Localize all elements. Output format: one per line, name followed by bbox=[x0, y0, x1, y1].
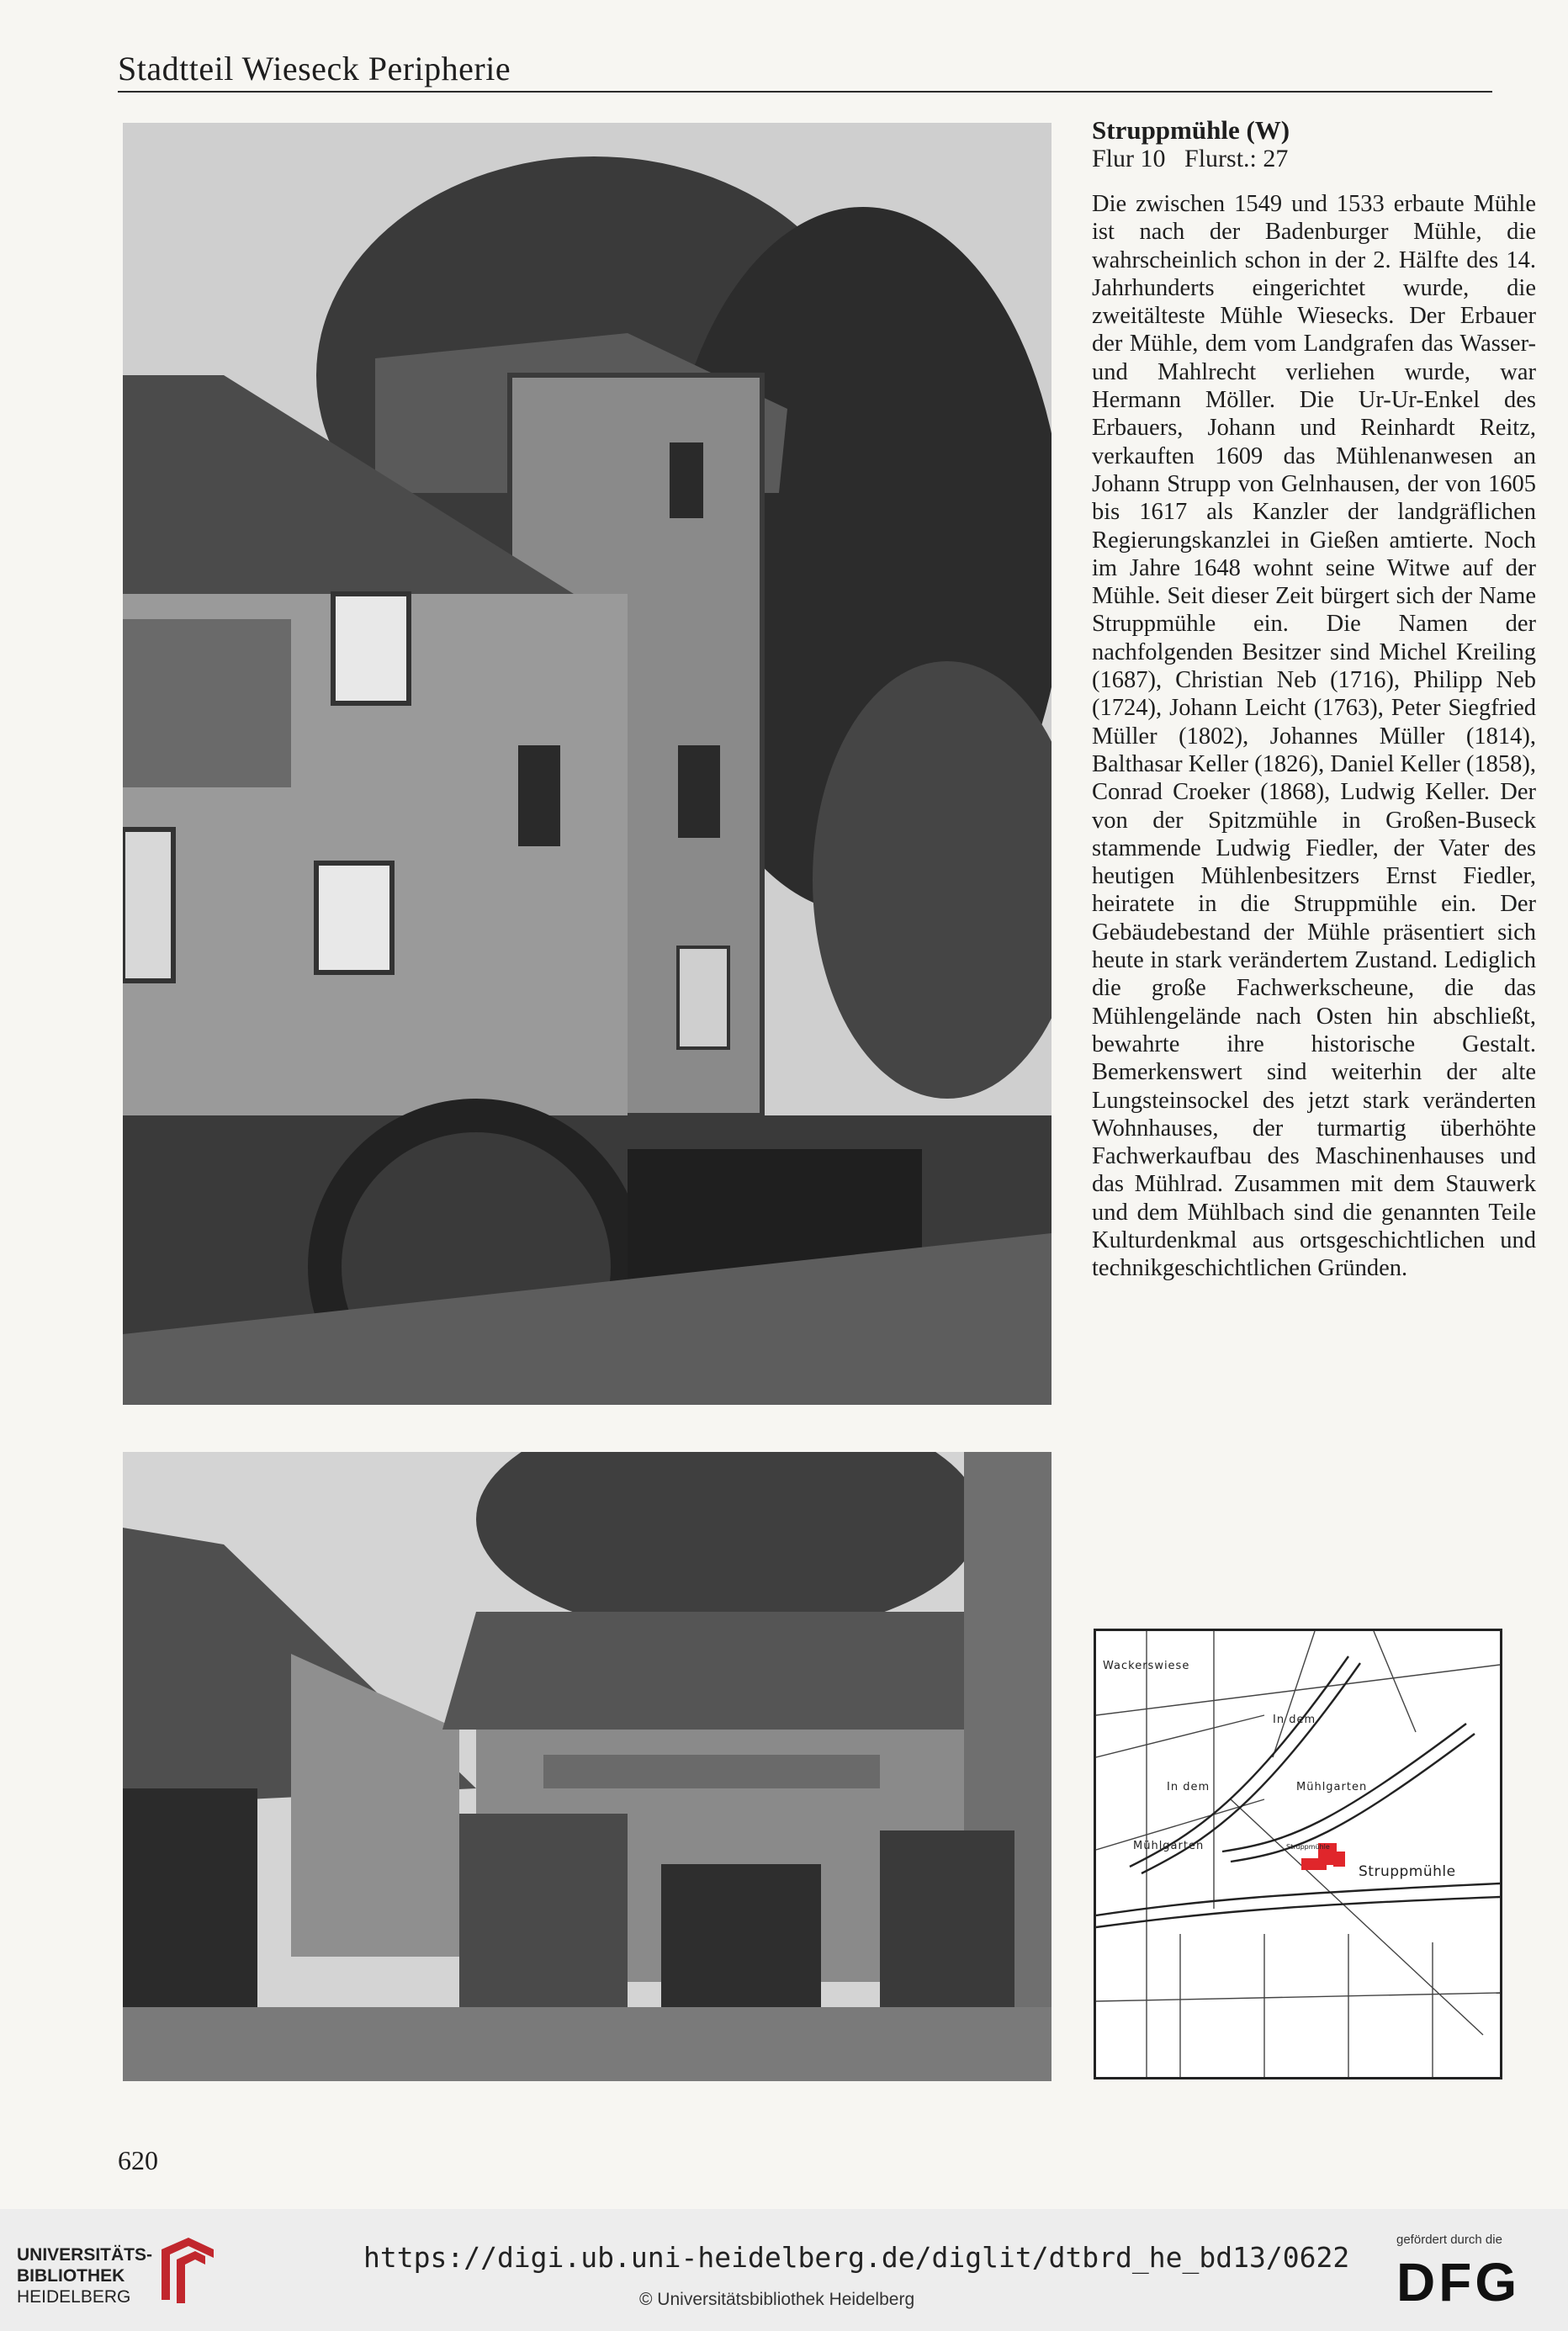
page-number: 620 bbox=[118, 2145, 158, 2175]
footer-copyright: © Universitätsbibliothek Heidelberg bbox=[639, 2290, 915, 2309]
library-name-line2: BIBLIOTHEK bbox=[17, 2266, 125, 2286]
entry-meta: Flur 10 Flurst.: 27 bbox=[1092, 145, 1289, 172]
footer-url-link[interactable]: https://digi.ub.uni-heidelberg.de/diglit/dtbrd_he_bd13/0622 bbox=[363, 2241, 1350, 2274]
dfg-logo: DFG bbox=[1396, 2252, 1521, 2312]
library-name-line1: UNIVERSITÄTS- bbox=[17, 2245, 153, 2265]
library-name bbox=[17, 2244, 152, 2307]
entry-title: Struppmühle (W) bbox=[1092, 115, 1290, 145]
map-label-muehlgarten: Mühlgarten bbox=[1296, 1781, 1368, 1793]
library-name-line3: HEIDELBERG bbox=[17, 2287, 131, 2307]
header-rule bbox=[118, 91, 1492, 93]
location-map bbox=[1094, 1629, 1502, 2079]
dfg-funded-by: gefördert durch die bbox=[1396, 2233, 1502, 2247]
map-label-muehlgarten: Mühlgarten bbox=[1133, 1840, 1205, 1852]
library-logo-icon bbox=[155, 2233, 220, 2305]
entry-body: Die zwischen 1549 und 1533 erbaute Mühle ist nach der Badenburger Mühle, die wahrscheinlich schon in der 2. Hälfte des 14. Jahrhunderts eingerichtet wurde, die zweitälteste Mühle Wiesecks. Der Erbauer der Mühle, dem vom Landgrafen das Wasser- und Mahlrecht verliehen wurde, war Hermann Möller. Die Ur-Ur-Enkel des Erbauers, Johann und Reinhardt Reitz, verkauften 1609 das Mühlenanwesen an Johann Strupp von Gelnhausen, der von 1605 bis 1617 als Kanzler der landgräflichen Regierungskanzlei in Gießen amtierte. Noch im Jahre 1648 wohnt seine Witwe auf der Mühle. Seit dieser Zeit bürgert sich der Name Struppmühle ein. Die Namen der nachfolgenden Besitzer sind Michel Kreiling (1687), Christian Neb (1716), Philipp Neb (1724), Johann Leicht (1763), Peter Siegfried Müller (1802), Johannes Müller (1814), Balthasar Keller (1826), Daniel Keller (1858), Conrad Croeker (1868), Ludwig Keller. Der von der Spitzmühle in Großen-Buseck stammende Ludwig Fiedler, der Vater des heutigen Mühlenbesitzers Ernst Fiedler, heiratete in die Struppmühle ein. Der Gebäudebestand der Mühle präsentiert sich heute in stark verändertem Zustand. Lediglich die große Fachwerkscheune, die das Mühlengelände nach Osten hin abschließt, bewahrte ihre historische Gestalt. Bemerkenswert sind weiterhin der alte Lungsteinsockel des jetzt stark veränderten Wohnhauses, der turmartig überhöhte Fachwerkaufbau des Maschinenhauses und das Mühlrad. Zusammen mit dem Stauwerk und dem Mühlbach sind die genannten Teile Kulturdenkmal aus ortsgeschichtlichen und technikgeschichtlichen Gründen. bbox=[1092, 191, 1536, 1282]
running-header: Stadtteil Wieseck Peripherie bbox=[118, 50, 511, 87]
mill-building-photo bbox=[123, 123, 1052, 1405]
map-label-struppmuehle-small: Struppmühle bbox=[1286, 1843, 1330, 1851]
entry-text-column bbox=[1092, 116, 1536, 1283]
map-label-struppmuehle: Struppmühle bbox=[1359, 1863, 1456, 1880]
map-label-wackerswiese: Wackerswiese bbox=[1103, 1660, 1190, 1672]
barn-courtyard-photo bbox=[123, 1452, 1052, 2081]
map-label-in-dem: In dem bbox=[1167, 1781, 1210, 1793]
map-label-in-dem: In dem bbox=[1273, 1714, 1316, 1726]
